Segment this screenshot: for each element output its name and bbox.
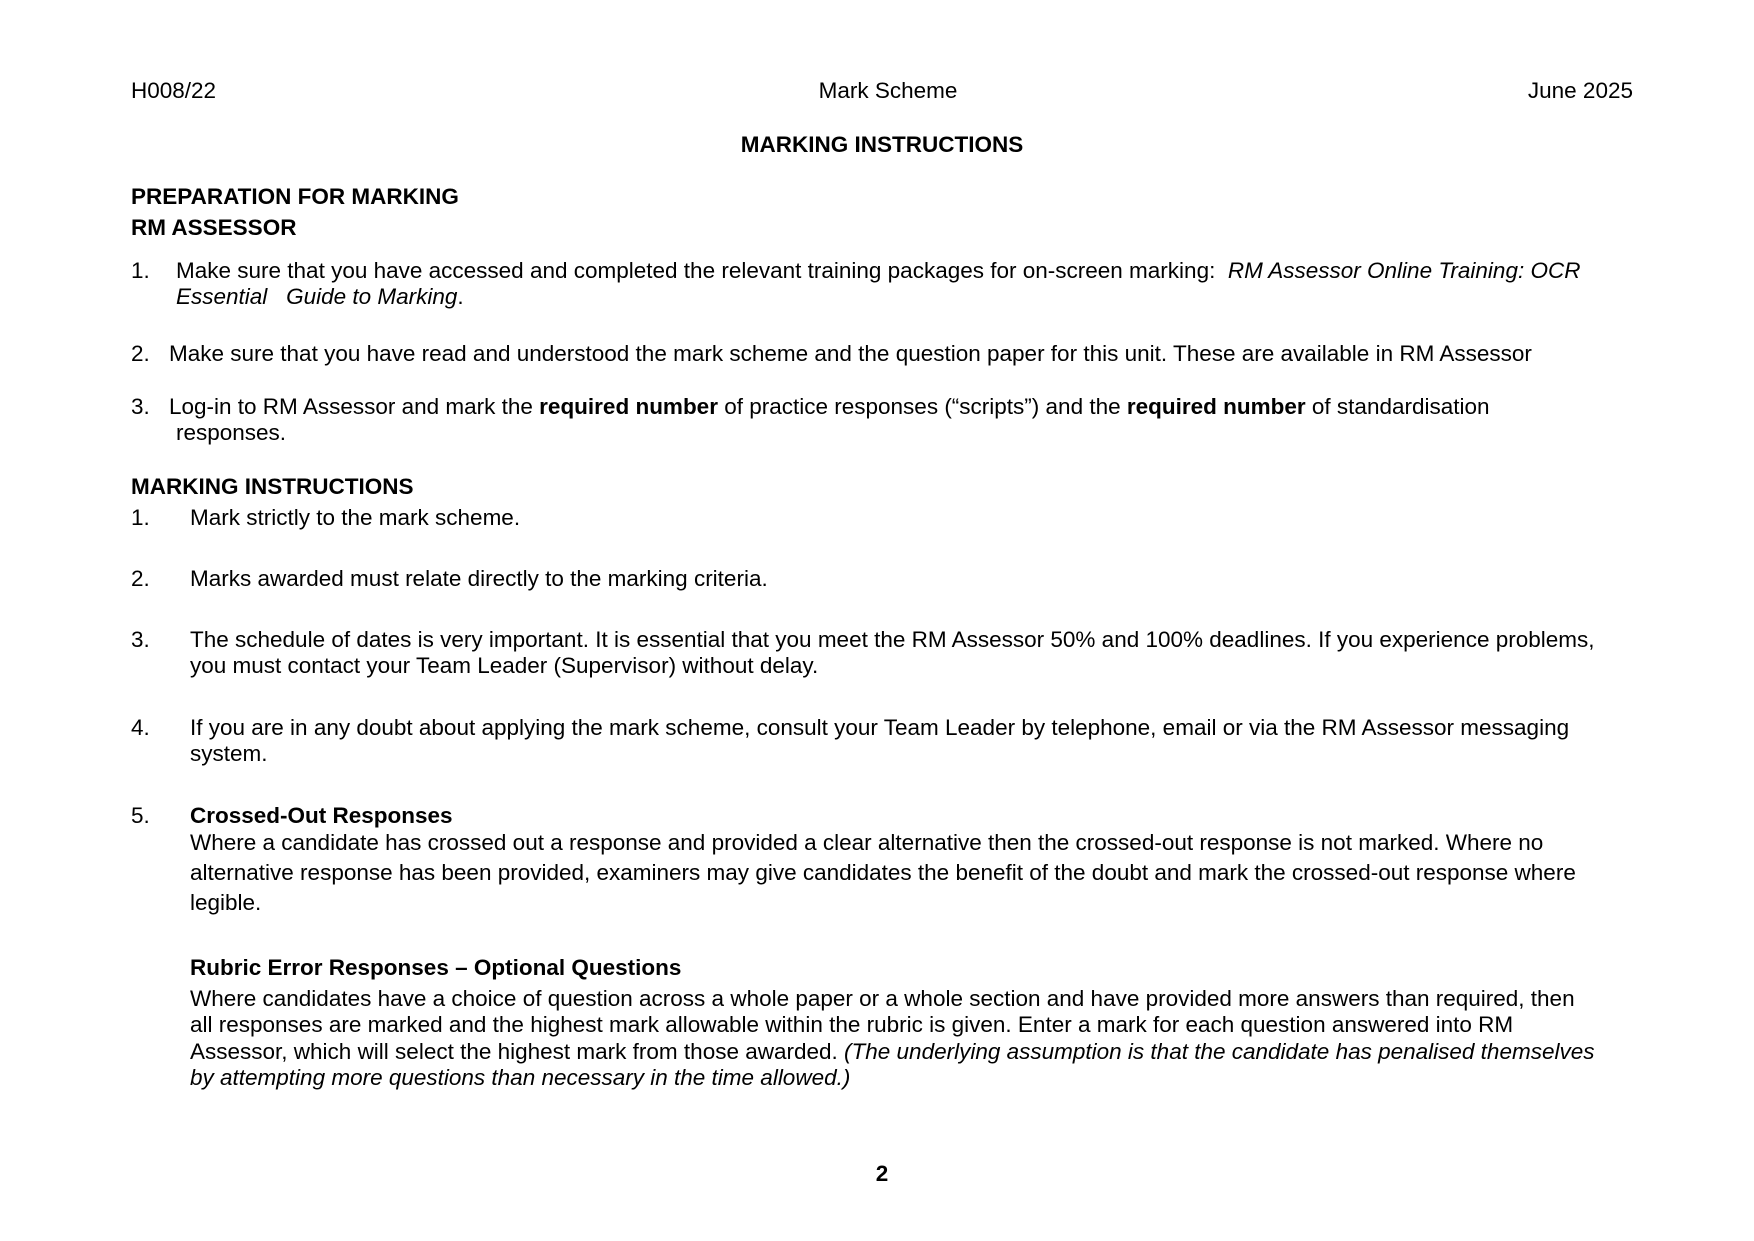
rm-assessor-subheading: RM ASSESSOR [131, 215, 297, 240]
main-title: MARKING INSTRUCTIONS [740, 132, 1024, 157]
list-text: If you are in any doubt about applying the mark scheme, consult your Team Leader by telephone, email or via the RM Assessor messaging [190, 715, 1570, 740]
list-number: 3. [131, 394, 150, 419]
list-text-continued: alternative response has been provided, examiners may give candidates the benefit of the doubt and mark the crossed-out response where [190, 860, 1576, 885]
list-text: Make sure that you have read and understood the mark scheme and the question paper for this unit. These are available in RM Assessor [169, 341, 1532, 366]
list-text-continued: legible. [190, 890, 262, 915]
list-number: 5. [131, 803, 150, 828]
list-text-continued: responses. [176, 420, 287, 445]
list-text-continued: Essential Guide to Marking. [176, 284, 464, 309]
list-number: 2. [131, 566, 150, 591]
list-number: 4. [131, 715, 150, 740]
page-number: 2 [875, 1161, 889, 1186]
list-text-continued: you must contact your Team Leader (Supervisor) without delay. [190, 653, 819, 678]
list-text: Log-in to RM Assessor and mark the required number of practice responses (“scripts”) and the required number of standardisation [169, 394, 1490, 419]
document-title: Mark Scheme [818, 78, 958, 103]
document-date: June 2025 [1527, 78, 1633, 103]
list-text: The schedule of dates is very important. It is essential that you meet the RM Assessor 50% and 100% deadlines. If you experience problems, [190, 627, 1595, 652]
list-number: 3. [131, 627, 150, 652]
list-text-continued: system. [190, 741, 268, 766]
list-number: 2. [131, 341, 150, 366]
list-number: 1. [131, 505, 150, 530]
document-code: H008/22 [131, 78, 217, 103]
marking-instructions-heading: MARKING INSTRUCTIONS [131, 474, 414, 499]
rubric-text-continued: all responses are marked and the highest mark allowable within the rubric is given. Enter a mark for each question answered into RM [190, 1012, 1514, 1037]
rubric-text-continued: Assessor, which will select the highest mark from those awarded. (The underlying assumption is that the candidate has penalised themselves [190, 1039, 1595, 1064]
rubric-text: Where candidates have a choice of question across a whole paper or a whole section and have provided more answers than required, then [190, 986, 1575, 1011]
rubric-error-title: Rubric Error Responses – Optional Questions [190, 955, 682, 980]
list-number: 1. [131, 258, 150, 283]
rubric-text-continued: by attempting more questions than necessary in the time allowed.) [190, 1065, 851, 1090]
list-text: Make sure that you have accessed and completed the relevant training packages for on-screen marking: RM Assessor Online Training: OCR [176, 258, 1581, 283]
list-text: Marks awarded must relate directly to the marking criteria. [190, 566, 768, 591]
list-text: Where a candidate has crossed out a response and provided a clear alternative then the crossed-out response is not marked. Where no [190, 830, 1544, 855]
list-text: Mark strictly to the mark scheme. [190, 505, 521, 530]
crossed-out-responses-title: Crossed-Out Responses [190, 803, 453, 828]
preparation-heading: PREPARATION FOR MARKING [131, 184, 459, 209]
